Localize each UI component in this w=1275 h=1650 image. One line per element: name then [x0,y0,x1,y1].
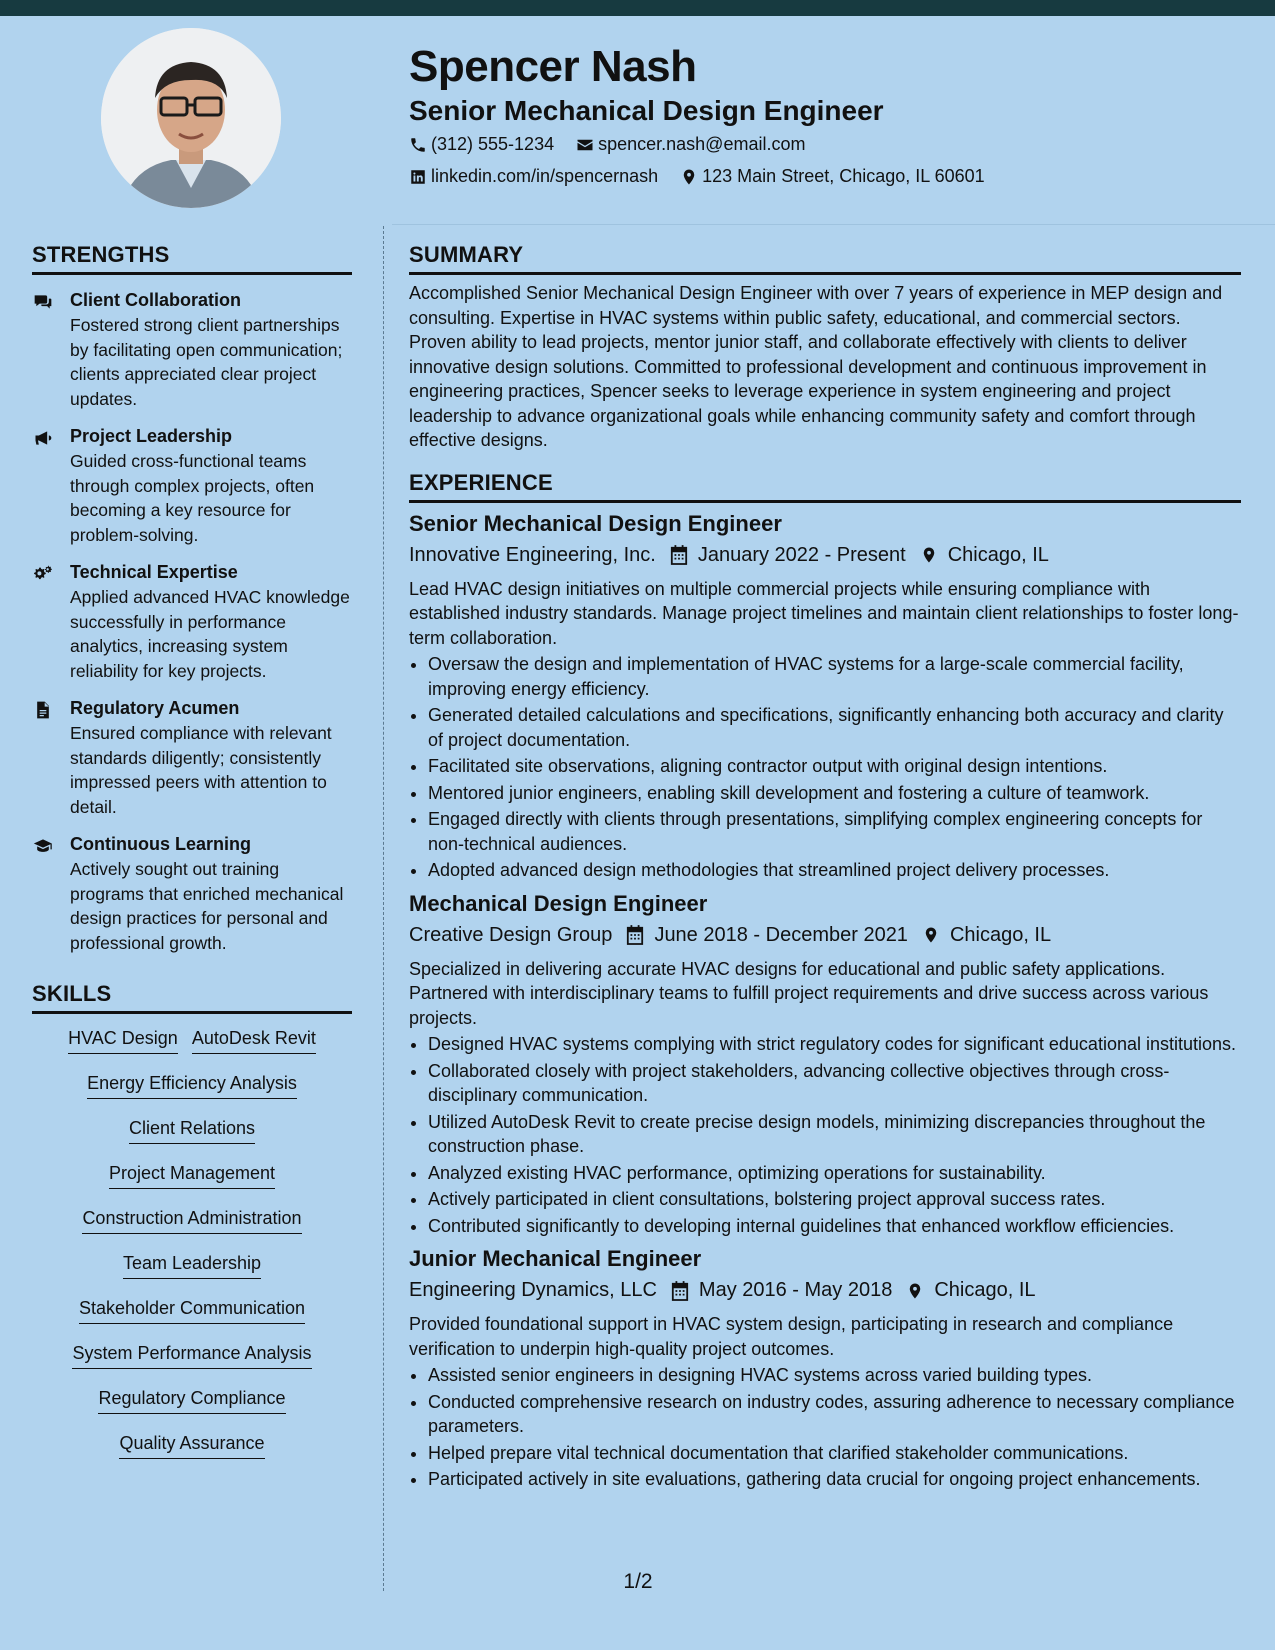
map-marker-icon [906,1281,924,1301]
email-text[interactable]: spencer.nash@email.com [598,134,806,154]
job-bullet: • Engaged directly with clients through presentations, simplifying complex engineering concepts for non-technical audiences. [428,807,1241,856]
skill-tag: Project Management [109,1163,275,1189]
linkedin-icon [409,168,427,186]
strength-item [32,834,352,955]
job-bullet: • Mentored junior engineers, enabling skill development and fostering a culture of teamwork. [428,781,1241,806]
job-bullets [409,1032,1241,1238]
job-dates [670,544,906,567]
skill-tag: Construction Administration [82,1208,301,1234]
job-title: Junior Mechanical Engineer [409,1246,702,1271]
bullhorn-icon [32,428,54,448]
job-company: Engineering Dynamics, LLC [409,1279,657,1301]
strength-title: Technical Expertise [70,562,238,582]
skill-tag: Energy Efficiency Analysis [87,1073,297,1099]
address-text: 123 Main Street, Chicago, IL 60601 [702,166,985,186]
job-dates-text: May 2016 - May 2018 [698,1279,893,1301]
job-bullet: • Contributed significantly to developing internal guidelines that enhanced workflow efficiencies. [428,1214,1241,1239]
job-entry [409,511,1241,883]
page-number: 1/2 [623,1570,653,1593]
job-bullets [409,1363,1241,1492]
linkedin-item[interactable] [409,166,658,187]
skill-tag: Quality Assurance [119,1433,264,1459]
strength-title: Continuous Learning [70,834,251,854]
job-dates [671,1279,892,1302]
job-company: Innovative Engineering, Inc. [409,543,656,566]
map-marker-icon [922,925,940,945]
job-meta [409,924,1241,947]
map-marker-icon [920,545,938,565]
job-location [906,1279,1035,1302]
skill-tag: HVAC Design [68,1028,178,1054]
job-description: Lead HVAC design initiatives on multiple commercial projects while ensuring compliance with established industry standards. Manage project timelines and maintain client relationships to foster long-term collaboration. [409,578,1239,648]
job-meta [409,544,1241,567]
column-divider [383,226,384,1591]
job-bullet: • Adopted advanced design methodologies that streamlined project delivery processes. [428,858,1241,883]
job-dates-text: January 2022 - Present [697,543,906,566]
skill-tag: Stakeholder Communication [79,1298,305,1324]
job-location [922,924,1051,947]
strength-title: Project Leadership [70,426,233,446]
job-dates-text: June 2018 - December 2021 [654,923,908,946]
job-location-text: Chicago, IL [934,1279,1036,1301]
strength-item [32,290,352,411]
gears-icon [32,564,54,584]
job-entry [409,1246,1241,1492]
job-meta [409,1279,1241,1302]
job-bullet: • Helped prepare vital technical documentation that clarified stakeholder communications. [428,1441,1241,1466]
skill-tag: Regulatory Compliance [98,1388,285,1414]
strengths-title: STRENGTHS [32,242,352,275]
job-bullet: • Participated actively in site evaluations, gathering data crucial for ongoing project enhancements. [428,1467,1241,1492]
strength-text: Fostered strong client partnerships by facilitating open communication; clients appreciated clear project updates. [70,315,343,409]
job-location-text: Chicago, IL [947,543,1049,566]
summary-text: Accomplished Senior Mechanical Design Engineer with over 7 years of experience in MEP design and consulting. Expertise in HVAC systems within public safety, educational, and commercial sectors. Proven ability to lead projects, mentor junior staff, and collaborate effectively with clients to deliver innovative design solutions. Committed to professional development and continuous improvement in engineering practices, Spencer seeks to leverage experience in system engineering and project leadership to advance organizational goals while enhancing community safety and comfort through effective designs. [409,283,1223,450]
header-divider [392,224,1275,225]
calendar-icon [671,1281,689,1301]
job-bullet: • Utilized AutoDesk Revit to create precise design models, minimizing discrepancies throughout the construction phase. [428,1110,1241,1159]
job-location [920,544,1049,567]
strength-item [32,698,352,819]
candidate-name: Spencer Nash [409,42,697,91]
job-bullet: • Facilitated site observations, aligning contractor output with original design intentions. [428,754,1241,779]
strength-text: Actively sought out training programs that enriched mechanical design practices for personal and professional growth. [70,859,344,953]
job-description: Specialized in delivering accurate HVAC designs for educational and public safety applications. Partnered with interdisciplinary teams to fulfill project requirements and drive success across various projects. [409,958,1209,1028]
strength-title: Client Collaboration [70,290,241,310]
strength-text: Applied advanced HVAC knowledge successfully in performance analytics, increasing system reliability for key projects. [70,587,350,681]
job-bullet: • Assisted senior engineers in designing HVAC systems across varied building types. [428,1363,1241,1388]
experience-title: EXPERIENCE [409,470,1241,503]
job-bullet: • Oversaw the design and implementation of HVAC systems for a large-scale commercial facility, improving energy efficiency. [428,652,1241,701]
skill-tag: Client Relations [129,1118,255,1144]
map-marker-icon [680,168,698,186]
phone-item [409,134,554,155]
job-bullet: • Actively participated in client consultations, bolstering project approval success rates. [428,1187,1241,1212]
email-item[interactable] [576,134,805,155]
comments-icon [32,292,54,312]
job-title: Senior Mechanical Design Engineer [409,510,782,536]
job-bullet: • Conducted comprehensive research on industry codes, assuring adherence to necessary compliance parameters. [428,1390,1241,1439]
profile-photo [101,28,281,208]
job-bullet: • Generated detailed calculations and specifications, significantly enhancing both accuracy and clarity of project documentation. [428,703,1241,752]
envelope-icon [576,136,594,154]
contact-row-1 [409,134,821,155]
skill-tag: Team Leadership [123,1253,261,1279]
job-company: Creative Design Group [409,923,613,946]
job-bullet: • Collaborated closely with project stakeholders, advancing collective objectives through cross-disciplinary communication. [428,1059,1241,1108]
job-title: Mechanical Design Engineer [409,890,708,916]
candidate-role: Senior Mechanical Design Engineer [409,95,884,126]
strength-text: Guided cross-functional teams through complex projects, often becoming a key resource for problem-solving. [70,451,315,545]
main-column [409,242,1241,1492]
graduation-cap-icon [32,836,54,856]
skill-tag: AutoDesk Revit [192,1028,316,1054]
calendar-icon [670,545,688,565]
top-bar [0,0,1275,16]
skills-title: SKILLS [32,981,352,1014]
calendar-icon [626,925,644,945]
phone-text: (312) 555-1234 [431,134,555,154]
job-dates [626,924,908,947]
job-bullet: • Analyzed existing HVAC performance, optimizing operations for sustainability. [428,1161,1241,1186]
phone-icon [409,136,427,154]
linkedin-text[interactable]: linkedin.com/in/spencernash [431,166,659,186]
job-bullets [409,652,1241,883]
skills-list [32,1028,352,1478]
sidebar [32,242,352,1478]
strength-item [32,562,352,683]
strength-title: Regulatory Acumen [70,698,240,718]
strength-item [32,426,352,547]
job-bullet: • Designed HVAC systems complying with strict regulatory codes for significant educational institutions. [428,1032,1241,1057]
job-location-text: Chicago, IL [949,923,1052,946]
strength-text: Ensured compliance with relevant standards diligently; consistently impressed peers with attention to detail. [70,723,332,817]
skill-tag: System Performance Analysis [72,1343,311,1369]
contact-row-2 [409,166,1001,187]
job-description: Provided foundational support in HVAC system design, participating in research and compliance verification to underpin high-quality project outcomes. [409,1314,1174,1359]
job-entry [409,891,1241,1239]
file-document-icon [32,700,54,720]
summary-title: SUMMARY [409,242,1241,275]
address-item [680,166,985,187]
